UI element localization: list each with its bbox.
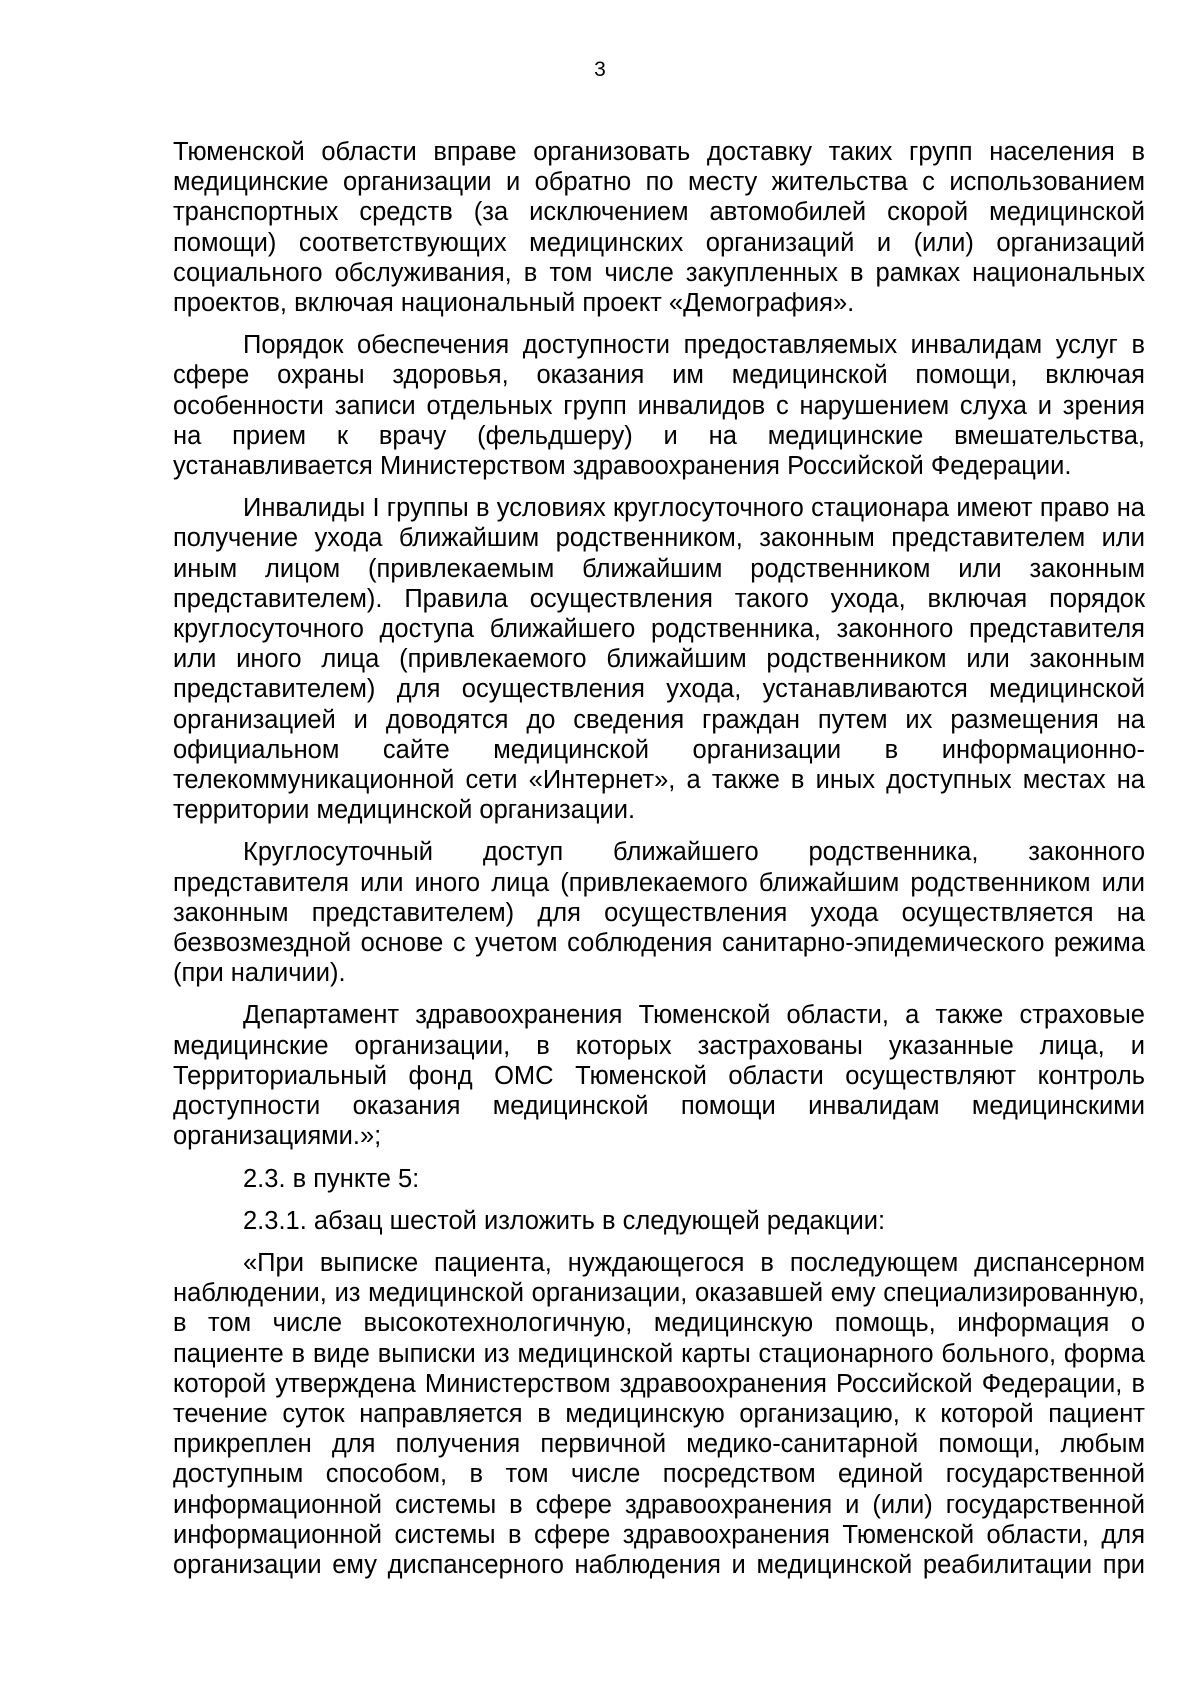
document-body <box>173 137 1145 1592</box>
paragraph-clause-2-3-1: 2.3.1. абзац шестой изложить в следующей редакции: <box>243 1206 886 1235</box>
paragraph-discharge: «При выписке пациента, нуждающегося в последующем диспансерном наблюдении, из медицинской организации, оказавшей ему специализированную, в том числе высокотехнологичную, медицинскую помощь, информация о пациенте в виде выписки из медицинской карты стационарного больного, форма которой утверждена Министерством здравоохранения Российской Федерации, в течение суток направляется в медицинскую организацию, к которой пациент прикреплен для получения первичной медико-санитарной помощи, любым доступным способом, в том числе посредством единой государственной информационной системы в сфере здравоохранения и (или) государственной информационной системы в сфере здравоохранения Тюменской области, для организации ему диспансерного наблюдения и медицинской реабилитации при <box>173 1248 1145 1579</box>
page-number: 3 <box>594 58 606 81</box>
paragraph-continuation: Тюменской области вправе организовать доставку таких групп населения в медицинские организации и обратно по месту жительства с использованием транспортных средств (за исключением автомобилей скорой медицинской помощи) соответствующих медицинских организаций и (или) организаций социального обслуживания, в том числе закупленных в рамках национальных проектов, включая национальный проект «Демография». <box>173 138 1145 318</box>
paragraph-round-the-clock-access: Круглосуточный доступ ближайшего родственника, законного представителя или иного лица (привлекаемого ближайшим родственником или законным представителем) для осуществления ухода осуществляется на безвозмездной основе с учетом соблюдения санитарно-эпидемического режима (при наличии). <box>173 838 1145 988</box>
paragraph-disabled-care: Инвалиды I группы в условиях круглосуточного стационара имеют право на получение ухода ближайшим родственником, законным представителем или иным лицом (привлекаемым ближайшим родственником или законным представителем). Правила осуществления такого ухода, включая порядок круглосуточного доступа ближайшего родственника, законного представителя или иного лица (привлекаемого ближайшим родственником или законным представителем) для осуществления ухода, устанавливаются медицинской организацией и доводятся до сведения граждан путем их размещения на официальном сайте медицинской организации в информационно-телекоммуникационной сети «Интернет», а также в иных доступных местах на территории медицинской организации. <box>173 494 1145 825</box>
paragraph-control: Департамент здравоохранения Тюменской области, а также страховые медицинские организации, в которых застрахованы указанные лица, и Территориальный фонд ОМС Тюменской области осуществляют контроль доступности оказания медицинской помощи инвалидам медицинскими организациями.»; <box>173 1001 1145 1151</box>
paragraph-accessibility-procedure: Порядок обеспечения доступности предоставляемых инвалидам услуг в сфере охраны здоровья, оказания им медицинской помощи, включая особенности записи отдельных групп инвалидов с нарушением слуха и зрения на прием к врачу (фельдшеру) и на медицинские вмешательства, устанавливается Министерством здравоохранения Российской Федерации. <box>173 331 1145 481</box>
paragraph-clause-2-3: 2.3. в пункте 5: <box>243 1164 420 1193</box>
